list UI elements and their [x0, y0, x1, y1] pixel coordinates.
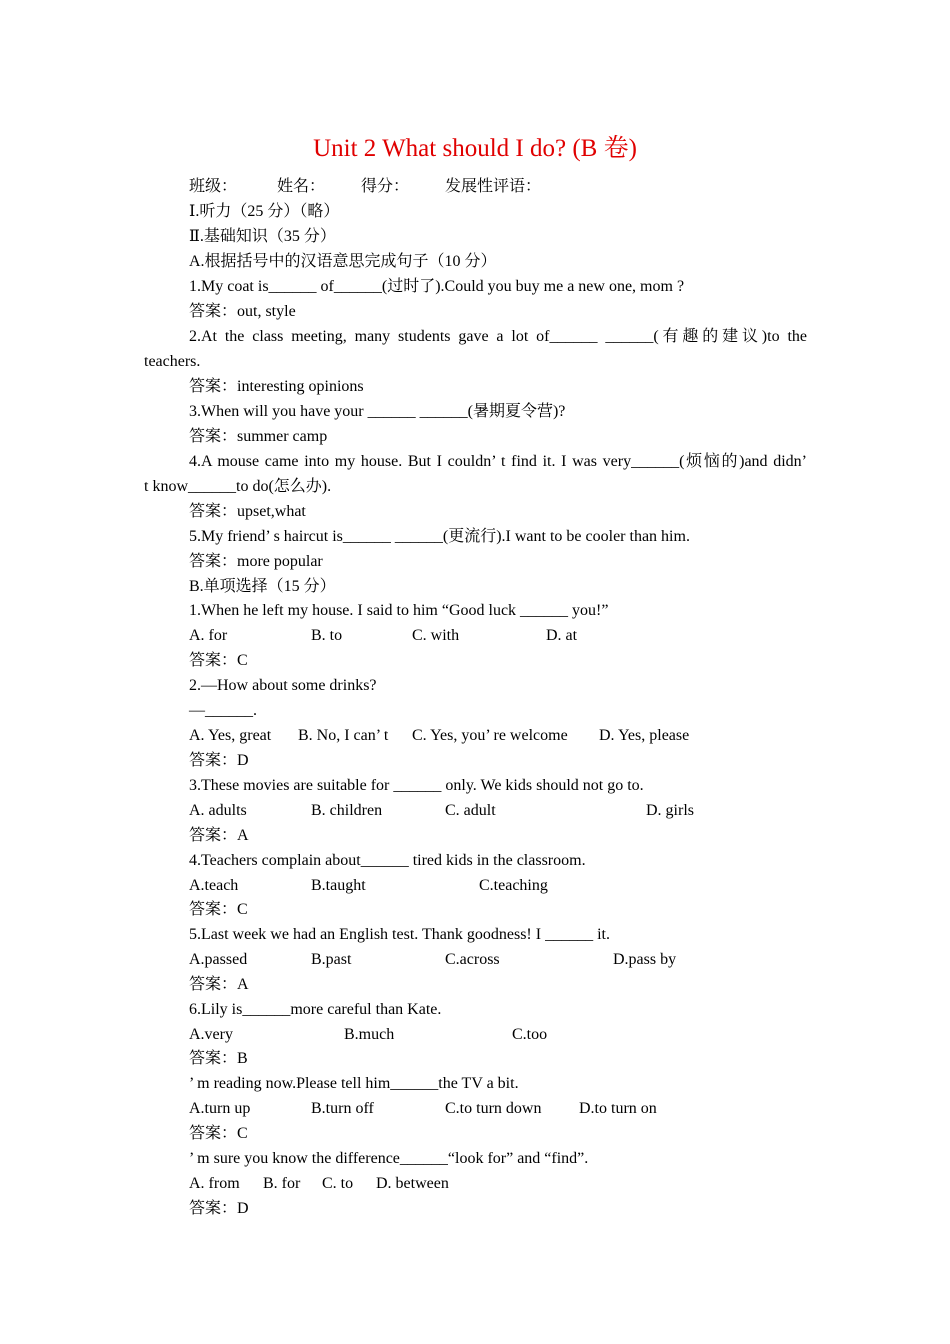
option-c: C. to — [322, 1175, 354, 1192]
option-a: A. Yes, great — [189, 727, 272, 744]
part-a-answer: 答案：upset,what — [189, 503, 306, 520]
option-b: B.past — [311, 951, 352, 968]
part-a-answer: 答案：summer camp — [189, 428, 328, 445]
part-b-question: 1.When he left my house. I said to him “Good luck ______ you!” — [189, 602, 609, 619]
part-a-question: 2.At the class meeting, many students gave a lot of______ ______(有趣的建议)to the — [189, 328, 807, 345]
part-b-answer: 答案：C — [189, 901, 248, 918]
option-b: B. for — [263, 1175, 301, 1192]
part-a-question-continued: t know______to do(怎么办). — [144, 478, 332, 495]
option-d: D. girls — [646, 802, 694, 819]
option-c: C.teaching — [479, 877, 548, 894]
part-a-question-continued: teachers. — [144, 353, 201, 370]
part-b-answer: 答案：B — [189, 1050, 248, 1067]
option-b: B. children — [311, 802, 383, 819]
part-b-question: ’ m sure you know the difference______“look for” and “find”. — [189, 1150, 589, 1167]
option-b: B. No, I can’ t — [298, 727, 389, 744]
part-a-question: 1.My coat is______ of______(过时了).Could you buy me a new one, mom ? — [189, 278, 685, 295]
part-b-answer: 答案：D — [189, 752, 249, 769]
class-field-label: 班级： — [189, 178, 238, 195]
option-a: A.teach — [189, 877, 239, 894]
comment-field-label: 发展性评语： — [445, 178, 542, 195]
page-title: Unit 2 What should I do? (B 卷) — [313, 135, 637, 162]
option-a: A. from — [189, 1175, 240, 1192]
part-a-answer: 答案：out, style — [189, 303, 296, 320]
name-field-label: 姓名： — [277, 178, 326, 195]
part-b-question: 6.Lily is______more careful than Kate. — [189, 1001, 442, 1018]
option-b: B.turn off — [311, 1100, 374, 1117]
option-c: C. with — [412, 627, 460, 644]
option-b: B. to — [311, 627, 343, 644]
part-b-question: 4.Teachers complain about______ tired kids in the classroom. — [189, 852, 586, 869]
part-b-question-response: —______. — [189, 702, 257, 719]
option-c: C. Yes, you’ re welcome — [412, 727, 568, 744]
option-b: B.taught — [311, 877, 366, 894]
option-a: A.turn up — [189, 1100, 251, 1117]
option-d: D. at — [546, 627, 578, 644]
part-b-question: 5.Last week we had an English test. Thank goodness! I ______ it. — [189, 926, 610, 943]
part-b-answer: 答案：A — [189, 827, 249, 844]
part-b-question: ’ m reading now.Please tell him______the TV a bit. — [189, 1075, 519, 1092]
part-b-answer: 答案：D — [189, 1200, 249, 1217]
header-fields — [189, 176, 589, 198]
part-b-answer: 答案：A — [189, 976, 249, 993]
option-c: C.to turn down — [445, 1100, 542, 1117]
part-a-question: 4.A mouse came into my house. But I couldn’ t find it. I was very______(烦恼的)and didn’ — [189, 453, 807, 470]
option-d: D.pass by — [613, 951, 677, 968]
part-a-answer: 答案：interesting opinions — [189, 378, 364, 395]
option-d: D. between — [376, 1175, 449, 1192]
option-a: A. for — [189, 627, 228, 644]
section-basics: Ⅱ.基础知识（35 分） — [189, 228, 336, 245]
option-a: A.very — [189, 1026, 233, 1043]
part-a-question: 5.My friend’ s haircut is______ ______(更流行).I want to be cooler than him. — [189, 528, 690, 545]
option-c: C. adult — [445, 802, 496, 819]
section-listening: Ⅰ.听力（25 分）（略） — [189, 203, 340, 220]
option-d: D.to turn on — [579, 1100, 657, 1117]
part-b-answer: 答案：C — [189, 1125, 248, 1142]
part-b-question: 2.—How about some drinks? — [189, 677, 377, 694]
option-a: A. adults — [189, 802, 247, 819]
part-a-heading: A.根据括号中的汉语意思完成句子（10 分） — [189, 253, 497, 270]
option-b: B.much — [344, 1026, 395, 1043]
part-a-question: 3.When will you have your ______ ______(暑期夏令营)? — [189, 403, 566, 420]
option-d: D. Yes, please — [599, 727, 690, 744]
part-a-answer: 答案：more popular — [189, 553, 323, 570]
score-field-label: 得分： — [361, 178, 410, 195]
option-c: C.across — [445, 951, 500, 968]
option-a: A.passed — [189, 951, 248, 968]
part-b-answer: 答案：C — [189, 652, 248, 669]
part-b-heading: B.单项选择（15 分） — [189, 578, 336, 595]
part-b-question: 3.These movies are suitable for ______ only. We kids should not go to. — [189, 777, 644, 794]
option-c: C.too — [512, 1026, 548, 1043]
